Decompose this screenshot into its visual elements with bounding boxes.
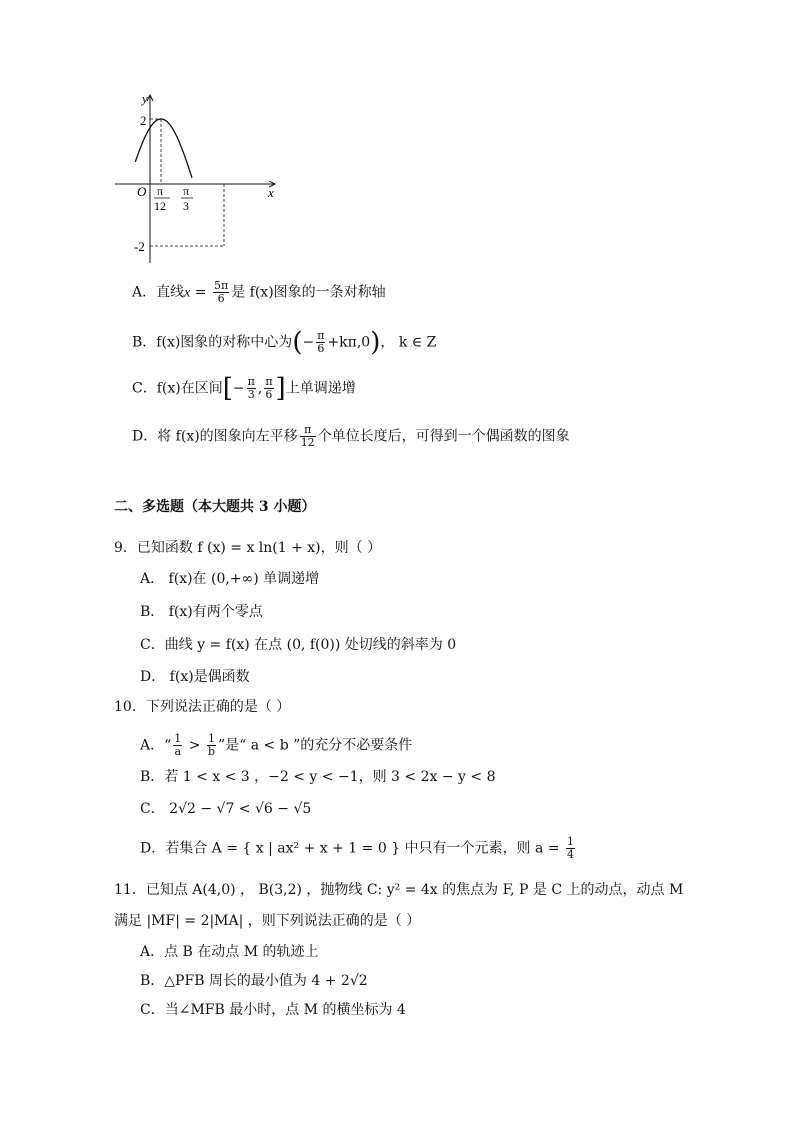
num: 1 xyxy=(207,732,215,745)
text: − xyxy=(302,334,315,351)
den: 6 xyxy=(317,342,325,355)
fraction xyxy=(207,733,216,758)
fraction xyxy=(173,733,182,758)
num: π xyxy=(247,375,255,388)
num: 1 xyxy=(174,732,182,745)
q9-option-c: C．曲线 y = f(x) 在点 (0, f(0)) 处切线的斜率为 0 xyxy=(140,637,457,653)
text: , xyxy=(257,380,263,397)
q9-option-d: D． f(x)是偶函数 xyxy=(140,669,250,685)
x-tick2-den: 3 xyxy=(183,199,189,213)
var: x xyxy=(184,285,191,301)
option-label: A． xyxy=(132,284,157,301)
text: +kπ,0 xyxy=(327,334,371,351)
num: 1 xyxy=(567,835,574,848)
num: 5π xyxy=(213,279,229,292)
q8-option-c xyxy=(132,373,356,404)
q11-stem-line2: 满足 |MF| = 2|MA| ，则下列说法正确的是（ ） xyxy=(114,913,421,929)
text: 个单位长度后，可得到一个偶函数的图象 xyxy=(317,428,570,445)
y-max-label: 2 xyxy=(140,113,147,128)
origin-label: O xyxy=(137,184,147,199)
q11-option-b: B．△PFB 周长的最小值为 4 + 2√2 xyxy=(140,973,368,989)
fraction xyxy=(300,424,316,449)
q10-stem: 10．下列说法正确的是（ ） xyxy=(114,699,291,715)
q8-option-a xyxy=(132,280,386,305)
paren: ) xyxy=(370,327,381,358)
text: f(x)在区间 xyxy=(156,380,223,397)
fraction xyxy=(213,280,229,305)
den: a xyxy=(174,745,182,758)
sine-graph xyxy=(0,85,793,355)
x-tick2-num: π xyxy=(183,184,190,198)
text: − xyxy=(232,380,245,397)
x-axis-label: x xyxy=(268,185,274,200)
q9-option-b: B． f(x)有两个零点 xyxy=(140,604,263,620)
bracket: ] xyxy=(275,373,286,404)
y-min-label: -2 xyxy=(134,239,145,254)
text: f(x)图象的对称中心为 xyxy=(156,334,293,351)
den: b xyxy=(207,745,215,758)
fraction xyxy=(247,376,256,401)
den: 6 xyxy=(217,292,225,305)
q10-option-b: B．若 1 < x < 3 ，−2 < y < −1，则 3 < 2x − y < 8 xyxy=(140,769,496,785)
option-label: C． xyxy=(132,380,157,397)
num: π xyxy=(317,329,325,342)
bracket: [ xyxy=(222,373,233,404)
den: 12 xyxy=(300,436,315,449)
num: π xyxy=(265,375,273,388)
text: 若集合 A = { x | ax² + x + 1 = 0 } 中只有一个元素，则 a = xyxy=(165,840,564,857)
x-tick1-num: π xyxy=(157,184,164,198)
option-label: D． xyxy=(132,428,158,445)
text: > xyxy=(184,737,205,754)
x-tick1-den: 12 xyxy=(154,199,166,213)
text: 是 f(x)图象的一条对称轴 xyxy=(231,284,386,301)
option-label: D． xyxy=(140,840,166,857)
num: π xyxy=(300,424,316,437)
den: 6 xyxy=(265,388,273,401)
q11-option-c: C．当∠MFB 最小时，点 M 的横坐标为 4 xyxy=(140,1002,406,1018)
q8-option-d xyxy=(132,424,570,449)
text: ”是“ a < b ”的充分不必要条件 xyxy=(217,737,413,754)
text: ， k ∈ Z xyxy=(380,334,437,351)
q11-option-a: A．点 B 在动点 M 的轨迹上 xyxy=(140,944,319,960)
option-label: A． xyxy=(140,737,165,754)
q10-option-a xyxy=(140,733,412,758)
paren: ( xyxy=(292,327,303,358)
text: 直线 xyxy=(156,284,185,301)
y-axis-label: y xyxy=(142,91,148,106)
fraction xyxy=(316,330,325,355)
q11-stem-line1: 11．已知点 A(4,0) ， B(3,2) ，抛物线 C: y² = 4x 的焦点为 F, P 是 C 上的动点，动点 M xyxy=(114,882,684,898)
q9-option-a: A． f(x)在 (0,+∞) 单调递增 xyxy=(140,571,320,587)
text: “ xyxy=(164,737,172,754)
section-title: 二、多选题（本大题共 3 小题） xyxy=(114,499,316,515)
den: 3 xyxy=(247,388,255,401)
text: 上单调递增 xyxy=(285,380,356,397)
text: 将 f(x)的图象向左平移 xyxy=(157,428,298,445)
fraction xyxy=(264,376,273,401)
q10-option-d xyxy=(140,836,577,861)
q8-option-b xyxy=(132,327,437,358)
fraction xyxy=(566,836,575,861)
q10-option-c: C． 2√2 − √7 < √6 − √5 xyxy=(140,801,312,817)
text: = xyxy=(190,284,211,301)
den: 4 xyxy=(567,848,574,861)
option-label: B． xyxy=(132,334,157,351)
q9-stem: 9．已知函数 f (x) = x ln(1 + x)，则（ ） xyxy=(114,540,382,556)
